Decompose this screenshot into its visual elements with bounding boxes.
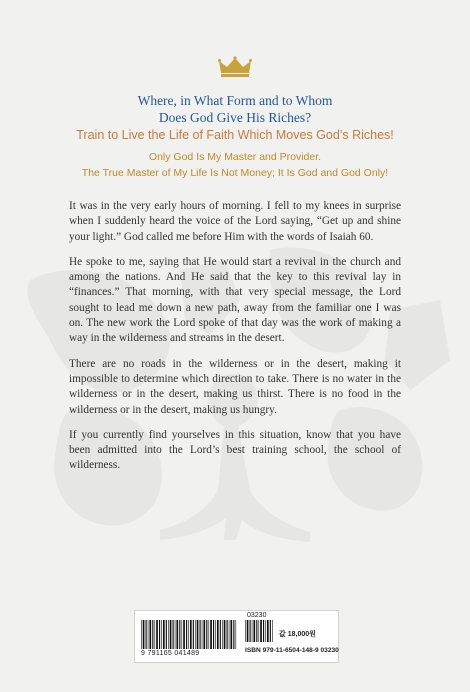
barcode-bar [222, 620, 223, 649]
body-paragraph: If you currently find yourselves in this situation, know that you have been admitted into the Lord’s best training school, the school of wilderness. [69, 428, 401, 472]
barcode-bar [152, 620, 153, 649]
barcode-bar [156, 620, 158, 649]
body-paragraph: There are no roads in the wilderness or in the desert, making it impossible to determine which direction to take. There is no water in the wilderness or in the desert, making us thirst. There is no food in the wilderness or in the desert, making us hungry. [69, 357, 401, 416]
headline-line-2: Does God Give His Riches? [158, 110, 312, 125]
barcode-bar [256, 620, 257, 642]
barcode-bar [236, 620, 237, 649]
barcode-bar [143, 620, 145, 649]
barcode-bar [175, 620, 176, 649]
barcode-number: 9 791165 041489 [141, 650, 200, 657]
barcode-bar [206, 620, 207, 649]
barcode-bar [166, 620, 167, 649]
barcode-bar [227, 620, 228, 649]
barcode-bar [141, 620, 142, 649]
barcode-bar [197, 620, 199, 649]
barcode-bar [210, 620, 212, 649]
barcode-bar [183, 620, 185, 649]
barcode-bar [202, 620, 203, 649]
barcode-main [141, 620, 237, 649]
barcode-bar [233, 620, 234, 649]
barcode-bar [272, 620, 273, 642]
tagline: Train to Live the Life of Faith Which Moves God’s Riches! [76, 128, 394, 142]
barcode-bar [182, 620, 183, 649]
barcode-bar [195, 620, 196, 649]
barcode-bar [173, 620, 174, 649]
body-paragraph: It was in the very early hours of morning. I fell to my knees in surprise when I suddenly heard the voice of the Lord saying, “Get up and shine your light.” God called me before Him with the words of Isaiah 60. [69, 200, 401, 243]
barcode-bar [247, 620, 249, 642]
barcode-bar [220, 620, 221, 649]
barcode-bar [190, 620, 192, 649]
barcode-bar [176, 620, 178, 649]
barcode-bar [168, 620, 169, 649]
barcode-bar [186, 620, 187, 649]
barcode-bar [260, 620, 262, 642]
barcode-bar [217, 620, 219, 649]
barcode-bar [270, 620, 271, 642]
barcode-bar [161, 620, 162, 649]
barcode-isbn: ISBN 979-11-6504-148-9 03230 [245, 647, 339, 654]
barcode-bar [215, 620, 216, 649]
barcode-bar [250, 620, 251, 642]
barcode-bar [170, 620, 172, 649]
barcode-addon-code: 03230 [247, 612, 267, 619]
barcode-bar [267, 620, 269, 642]
barcode-bar [200, 620, 201, 649]
barcode-bar [159, 620, 160, 649]
barcode-bar [163, 620, 165, 649]
barcode-bar [146, 620, 147, 649]
barcode-bar [213, 620, 214, 649]
barcode-bar [148, 620, 149, 649]
barcode-bar [193, 620, 194, 649]
barcode-bar [263, 620, 264, 642]
subtitle-line-2: The True Master of My Life Is Not Money; It Is God and God Only! [81, 167, 389, 179]
barcode-bar [259, 620, 260, 642]
body-paragraph: He spoke to me, saying that He would start a revival in the church and among the nations. And He said that the key to this revival lay in “finances.” That morning, with that very special message, the Lord sought to lead me down a new path, away from the familiar one I was on. The new work the Lord spoke of that day was the work of making a way in the wilderness and streams in the desert. [69, 255, 401, 345]
barcode-bar [245, 620, 246, 642]
barcode-bar [149, 620, 151, 649]
barcode-box [134, 610, 339, 663]
barcode-bar [209, 620, 210, 649]
barcode-bar [230, 620, 232, 649]
barcode-bar [253, 620, 255, 642]
barcode-addon [245, 620, 275, 642]
barcode-bar [179, 620, 180, 649]
barcode-bar [155, 620, 156, 649]
barcode-bar [224, 620, 226, 649]
barcode-bar [252, 620, 253, 642]
barcode-bar [229, 620, 230, 649]
headline-line-1: Where, in What Form and to Whom [137, 93, 333, 108]
body-text [69, 199, 401, 484]
barcode-bar [203, 620, 205, 649]
barcode-bar [265, 620, 266, 642]
crown-icon [218, 56, 252, 78]
barcode-price: 값 18,000원 [279, 631, 316, 638]
subtitle-line-1: Only God Is My Master and Provider. [148, 151, 322, 163]
barcode-bar [188, 620, 189, 649]
